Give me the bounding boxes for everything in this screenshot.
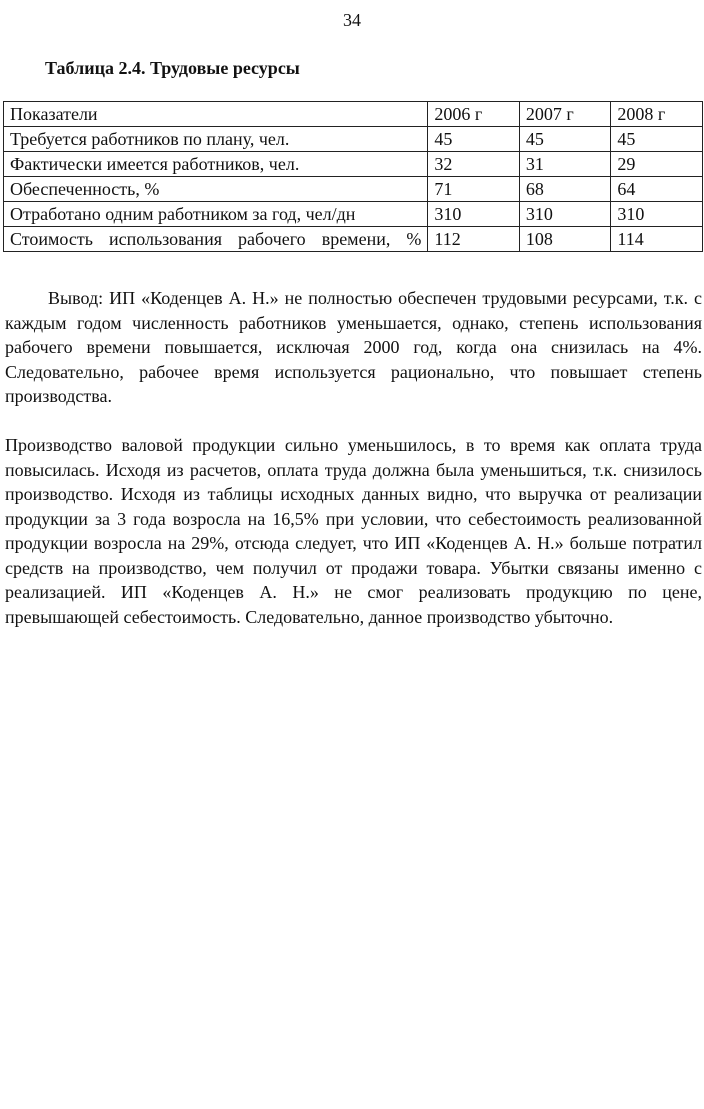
analysis-paragraph: Производство валовой продукции сильно уменьшилось, в то время как оплата труда повысилась. Исходя из расчетов, оплата труда должна была уменьшиться, т.к. снизилось производство. Исходя из таблицы исходных данных видно, что выручка от реализации продукции за 3 года возросла на 16,5% при условии, что себестоимость реализованной продукции возросла на 29%, отсюда следует, что ИП «Коденцев А. Н.» больше потратил средств на производство, чем получил от продажи товара. Убытки связаны именно с реализацией. ИП «Коденцев А. Н.» не смог реализовать продукцию по цене, превышающей себестоимость. Следовательно, данное производство убыточно. [5, 435, 702, 627]
header-cell-2008: 2008 г [611, 102, 703, 127]
header-cell-2006: 2006 г [428, 102, 520, 127]
header-cell-2007: 2007 г [519, 102, 611, 127]
row-value-2008: 29 [611, 152, 703, 177]
row-value-2006: 112 [428, 227, 520, 252]
row-value-2007: 310 [519, 202, 611, 227]
row-value-2007: 31 [519, 152, 611, 177]
row-value-2006: 45 [428, 127, 520, 152]
row-value-2007: 68 [519, 177, 611, 202]
row-label: Обеспеченность, % [4, 177, 428, 202]
conclusion-paragraph: Вывод: ИП «Коденцев А. Н.» не полностью обеспечен трудовыми ресурсами, т.к. с каждым годом численность работников уменьшается, однако, степень использования рабочего времени повышается, исключая 2000 год, когда она снизилась на 4%. Следовательно, рабочее время используется рационально, что повышает степень производства. [5, 288, 702, 406]
table-row [4, 202, 703, 227]
header-cell-indicator: Показатели [4, 102, 428, 127]
row-value-2007: 45 [519, 127, 611, 152]
table-row [4, 177, 703, 202]
row-value-2008: 45 [611, 127, 703, 152]
row-value-2006: 71 [428, 177, 520, 202]
row-value-2008: 310 [611, 202, 703, 227]
labor-resources-table [3, 101, 703, 252]
table-row [4, 227, 703, 252]
row-label: Отработано одним работником за год, чел/дн [4, 202, 428, 227]
page-number: 34 [343, 10, 361, 30]
row-value-2006: 310 [428, 202, 520, 227]
table-header-row [4, 102, 703, 127]
row-value-2008: 114 [611, 227, 703, 252]
row-label: Стоимость использования рабочего времени, % [4, 227, 428, 252]
row-label: Требуется работников по плану, чел. [4, 127, 428, 152]
table-row [4, 152, 703, 177]
row-label: Фактически имеется работников, чел. [4, 152, 428, 177]
row-value-2007: 108 [519, 227, 611, 252]
table-title: Таблица 2.4. Трудовые ресурсы [45, 58, 300, 78]
row-value-2006: 32 [428, 152, 520, 177]
table-row [4, 127, 703, 152]
row-value-2008: 64 [611, 177, 703, 202]
